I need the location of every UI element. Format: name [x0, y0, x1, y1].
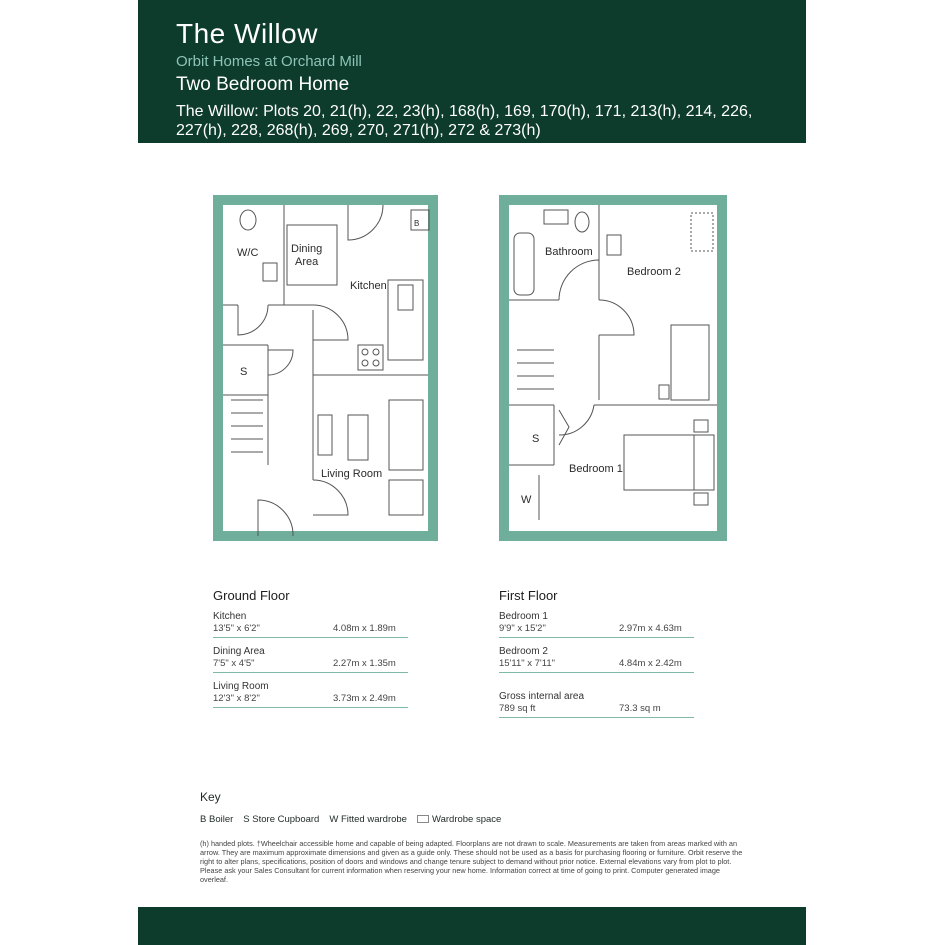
room-name: Living Room	[213, 681, 269, 692]
dining-label-line1: Dining	[291, 243, 323, 255]
double-bed-icon	[624, 435, 714, 490]
room-name: Bedroom 2	[499, 646, 548, 657]
table-row	[213, 646, 408, 673]
room-name: Bedroom 1	[499, 611, 548, 622]
wc-basin-icon	[263, 263, 277, 281]
room-metric: 3.73m x 2.49m	[333, 693, 396, 704]
wardrobe-space-icon	[691, 213, 713, 251]
bedroom2-label: Bedroom 2	[627, 266, 681, 278]
disclaimer-text: (h) handed plots. †Wheelchair accessible home and capable of being adapted. Floorplans are not drawn to scale. Measurements are taken from areas marked with an arrow. They are maximum approximate dimensions and given as a guide only. These should not be used as a basis for purchasing flooring or furniture. Orbit reserve the right to alter plans, specifications, position of doors and windows and change tenure subject to demand without prior notice. External elevations vary from plot to plot. Please ask your Sales Consultant for current information when reserving your new home. Information correct at time of going to print. Computer generated image overleaf.	[200, 839, 743, 884]
room-metric: 2.97m x 4.63m	[619, 623, 682, 634]
room-imperial: 15'11" x 7'11"	[499, 658, 555, 669]
key-code: B	[200, 814, 207, 825]
key-label: Fitted wardrobe	[340, 814, 407, 825]
table-row	[213, 611, 408, 638]
room-name: Dining Area	[213, 646, 265, 657]
ground-store-label: S	[240, 366, 248, 378]
room-imperial: 9'9" x 15'2"	[499, 623, 546, 634]
tv-unit-icon	[318, 415, 332, 455]
key-code: S	[243, 814, 250, 825]
sink-icon	[398, 285, 413, 310]
key-label: Boiler	[208, 814, 234, 825]
armchair-icon	[389, 480, 423, 515]
first-basin-icon	[544, 210, 568, 224]
room-name: Kitchen	[213, 611, 247, 622]
key-heading: Key	[200, 790, 221, 804]
key-wardrobe	[329, 814, 407, 825]
coffee-table-icon	[348, 415, 368, 460]
key-section	[200, 790, 750, 884]
gia-label: Gross internal area	[499, 691, 585, 702]
home-title: The Willow	[176, 18, 318, 49]
plots-list: The Willow: Plots 20, 21(h), 22, 23(h), 168(h), 169, 170(h), 171, 213(h), 214, 226, 227(h), 228, 268(h), 269, 270, 271(h), 272 & 273(h)	[176, 103, 753, 139]
first-floor-plan	[499, 195, 727, 541]
room-imperial: 13'5" x 6'2"	[213, 623, 260, 634]
wardrobe-space-swatch	[417, 815, 429, 823]
table-row	[499, 646, 694, 673]
table-row	[213, 681, 408, 708]
room-imperial: 12'3" x 8'2"	[213, 693, 260, 704]
first-outer-wall	[504, 200, 722, 536]
dining-table	[287, 225, 337, 285]
brochure-page	[138, 0, 806, 945]
gross-area-row	[499, 691, 694, 718]
kitchen-label: Kitchen	[350, 280, 387, 292]
gia-imperial: 789 sq ft	[499, 703, 536, 714]
boiler-label: B	[414, 219, 420, 228]
gia-metric: 73.3 sq m	[619, 703, 661, 714]
home-type: Two Bedroom Home	[176, 74, 350, 95]
wc-toilet-icon	[240, 210, 256, 230]
header-banner	[138, 0, 806, 143]
desk-icon	[607, 235, 621, 255]
key-boiler	[200, 814, 233, 825]
key-code: W	[329, 814, 339, 825]
single-bed-icon	[671, 325, 709, 400]
wc-label: W/C	[237, 247, 259, 259]
key-items	[200, 814, 750, 825]
room-imperial: 7'5" x 4'5"	[213, 658, 255, 669]
development-name: Orbit Homes at Orchard Mill	[176, 53, 362, 70]
footer-banner	[138, 907, 806, 945]
ground-floor-table	[213, 588, 408, 716]
room-metric: 4.08m x 1.89m	[333, 623, 396, 634]
bath-icon	[514, 233, 534, 295]
wardrobe-label: W	[521, 494, 532, 506]
living-room-label: Living Room	[321, 468, 383, 480]
sofa-icon	[389, 400, 423, 470]
first-floor-table	[499, 588, 694, 726]
ground-floor-heading: Ground Floor	[213, 588, 290, 603]
kitchen-door	[348, 205, 383, 240]
dining-label-line2: Area	[295, 256, 319, 268]
bathroom-label: Bathroom	[545, 246, 593, 258]
table-row	[499, 611, 694, 638]
first-toilet-icon	[575, 212, 589, 232]
key-label: Wardrobe space	[431, 814, 502, 825]
front-door	[258, 500, 293, 536]
ground-floor-plan	[213, 195, 438, 541]
key-label: Store Cupboard	[252, 814, 320, 825]
first-floor-heading: First Floor	[499, 588, 558, 603]
room-metric: 2.27m x 1.35m	[333, 658, 396, 669]
hob-icon	[358, 345, 383, 370]
first-store-label: S	[532, 433, 540, 445]
key-store	[243, 814, 319, 825]
key-wardrobe-space	[417, 814, 501, 825]
bedroom1-label: Bedroom 1	[569, 463, 623, 475]
room-metric: 4.84m x 2.42m	[619, 658, 682, 669]
store-bifold-door	[559, 410, 569, 445]
